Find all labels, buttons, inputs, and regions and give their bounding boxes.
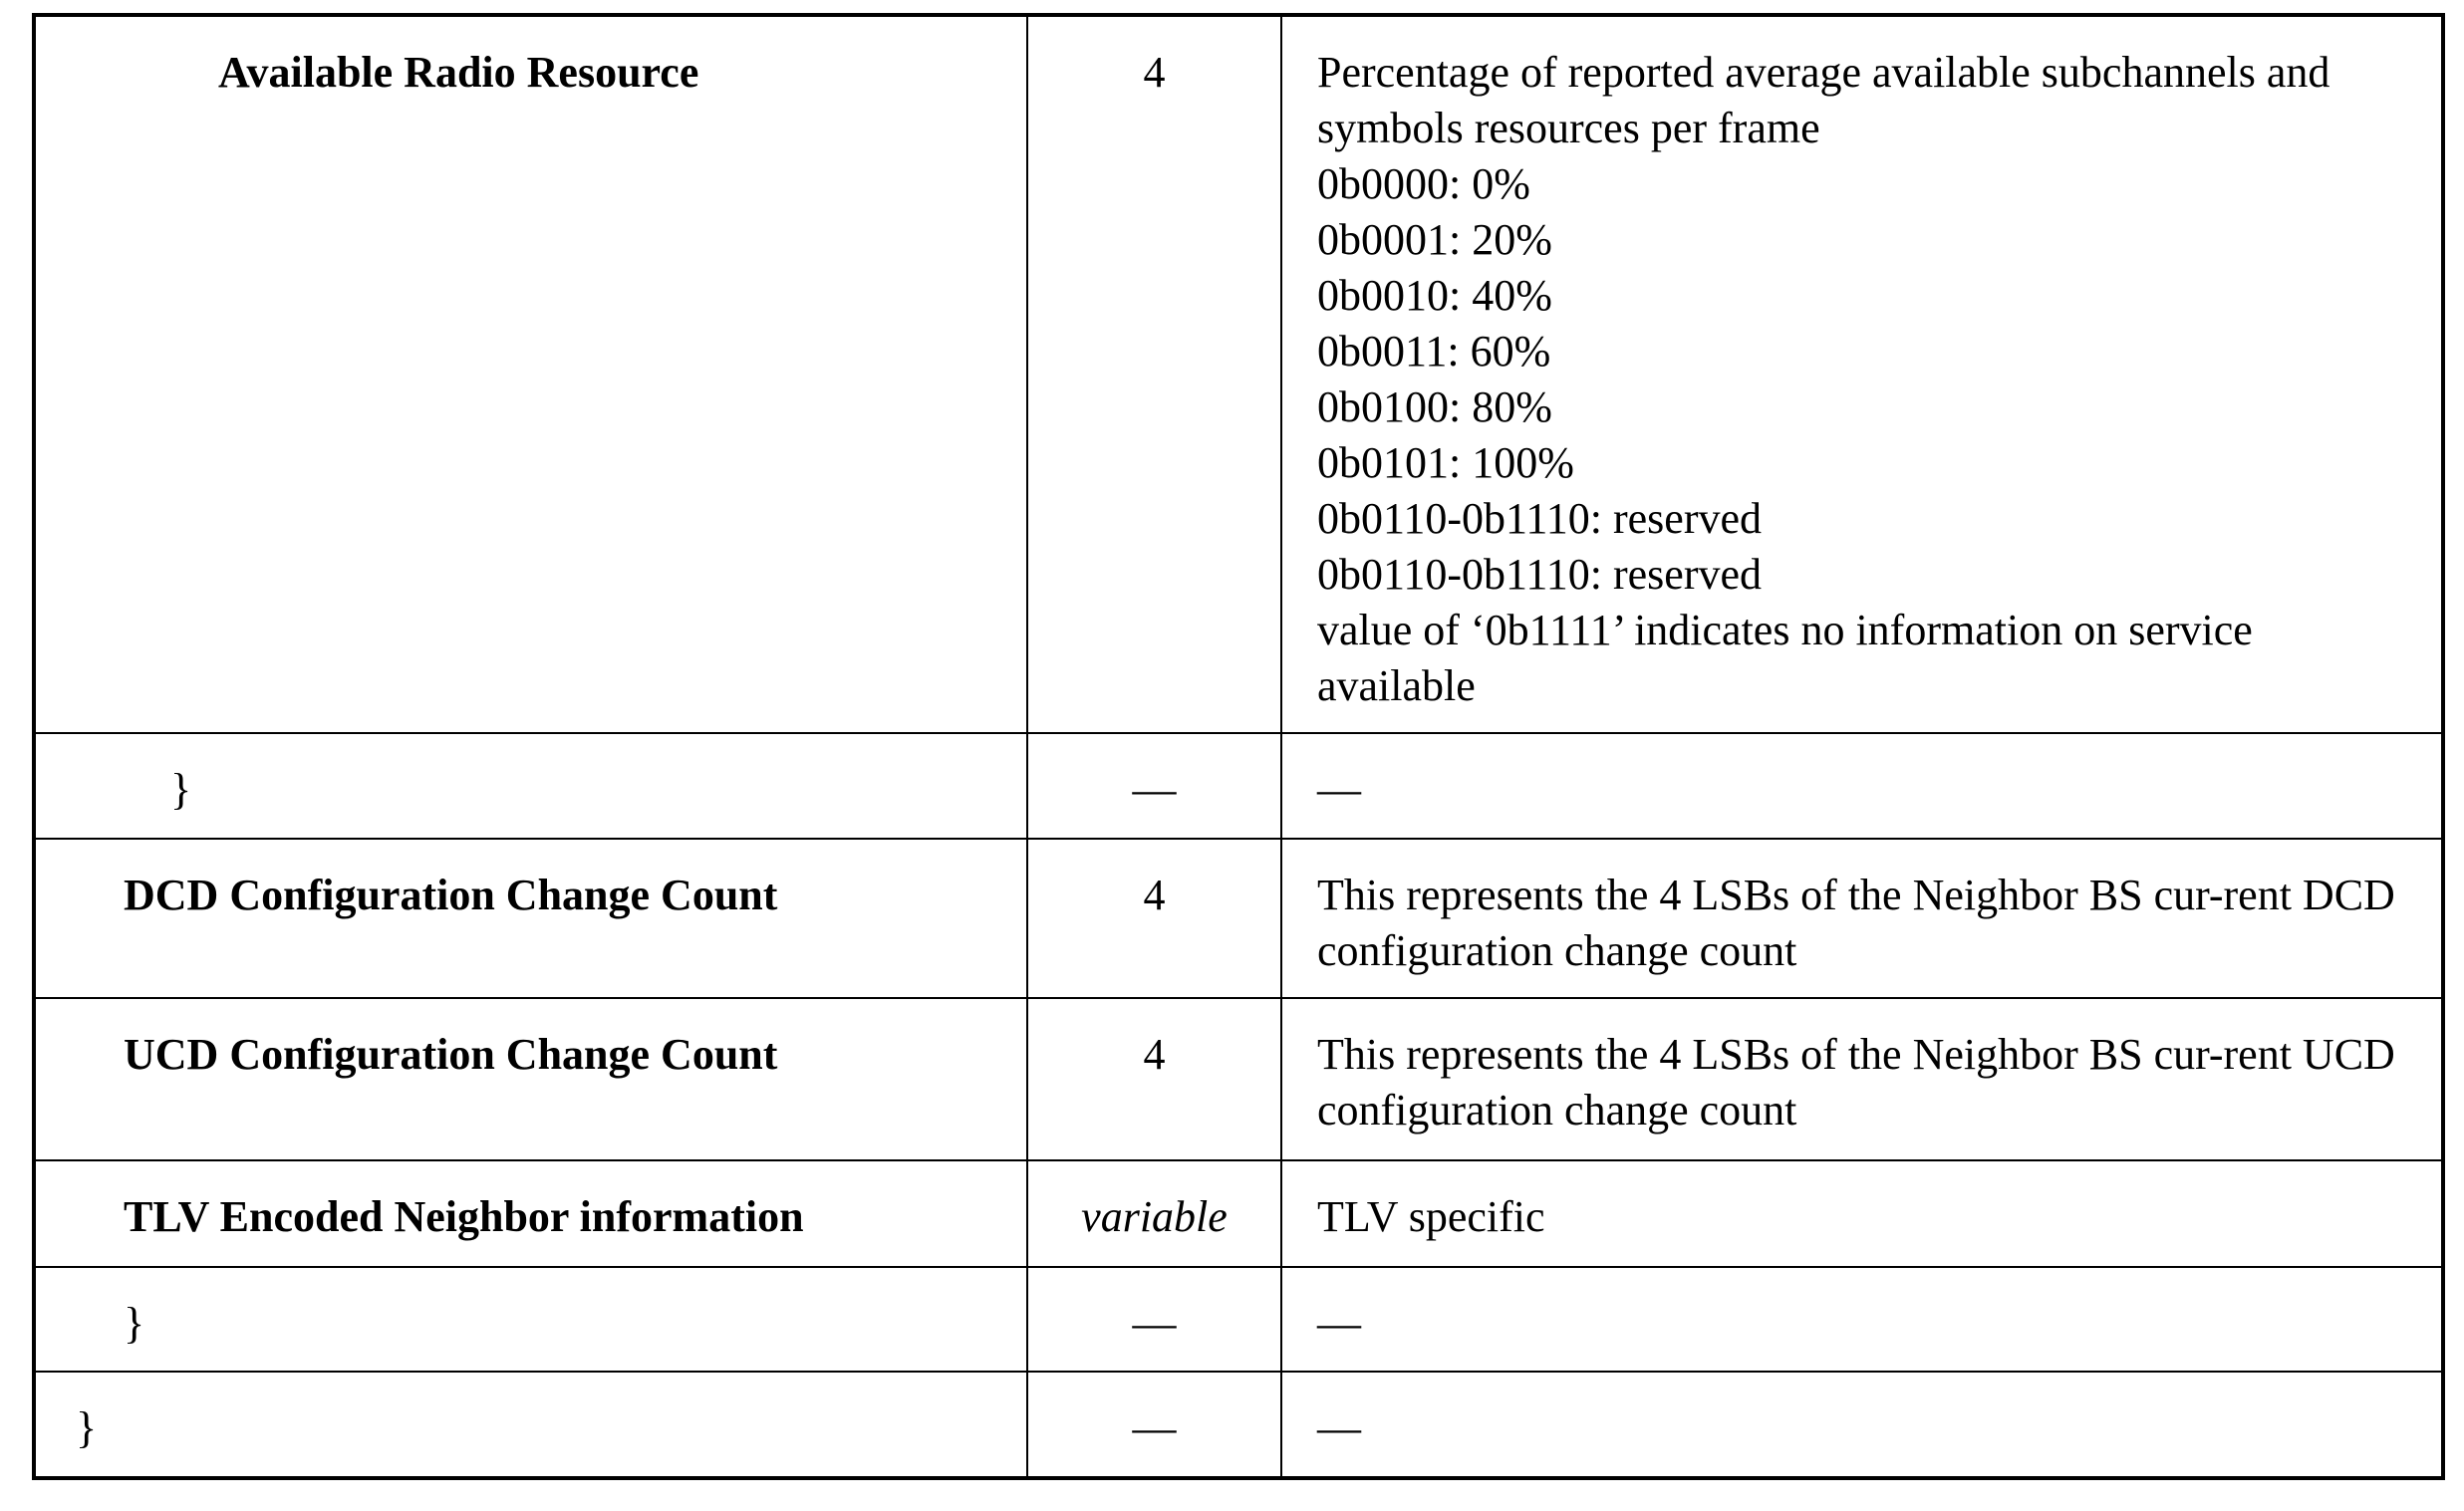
field-name: Available Radio Resource — [34, 15, 1027, 733]
neighbor-info-table — [32, 13, 2445, 1480]
field-size: 4 — [1027, 839, 1281, 998]
desc-line: 0b0101: 100% — [1317, 435, 2421, 491]
field-description — [1281, 15, 2443, 733]
field-description: — — [1281, 1372, 2443, 1478]
field-name: DCD Configuration Change Count — [34, 839, 1027, 998]
desc-line: 0b0001: 20% — [1317, 212, 2421, 268]
field-description: This represents the 4 LSBs of the Neighbor BS cur-rent UCD configuration change count — [1281, 998, 2443, 1160]
field-description: — — [1281, 733, 2443, 839]
field-size: — — [1027, 1372, 1281, 1478]
table-row — [34, 998, 2443, 1160]
table-row — [34, 1372, 2443, 1478]
field-size: 4 — [1027, 15, 1281, 733]
field-description: This represents the 4 LSBs of the Neighbor BS cur-rent DCD configuration change count — [1281, 839, 2443, 998]
table-row — [34, 839, 2443, 998]
field-name: TLV Encoded Neighbor information — [34, 1160, 1027, 1267]
desc-line: Percentage of reported average available subchannels and symbols resources per frame — [1317, 45, 2421, 156]
field-size: variable — [1027, 1160, 1281, 1267]
table-row — [34, 15, 2443, 733]
field-name: UCD Configuration Change Count — [34, 998, 1027, 1160]
field-description: — — [1281, 1267, 2443, 1372]
closing-brace: } — [34, 733, 1027, 839]
field-size: — — [1027, 1267, 1281, 1372]
field-size: — — [1027, 733, 1281, 839]
desc-line: 0b0010: 40% — [1317, 268, 2421, 324]
desc-line: 0b0011: 60% — [1317, 324, 2421, 379]
desc-line: value of ‘0b1111’ indicates no information on service available — [1317, 603, 2421, 714]
field-description: TLV specific — [1281, 1160, 2443, 1267]
closing-brace: } — [34, 1372, 1027, 1478]
field-size: 4 — [1027, 998, 1281, 1160]
desc-line: 0b0110-0b1110: reserved — [1317, 491, 2421, 547]
desc-line: 0b0100: 80% — [1317, 379, 2421, 435]
table-row — [34, 1160, 2443, 1267]
desc-line: 0b0110-0b1110: reserved — [1317, 547, 2421, 603]
table-row — [34, 733, 2443, 839]
closing-brace: } — [34, 1267, 1027, 1372]
desc-line: 0b0000: 0% — [1317, 156, 2421, 212]
table-row — [34, 1267, 2443, 1372]
